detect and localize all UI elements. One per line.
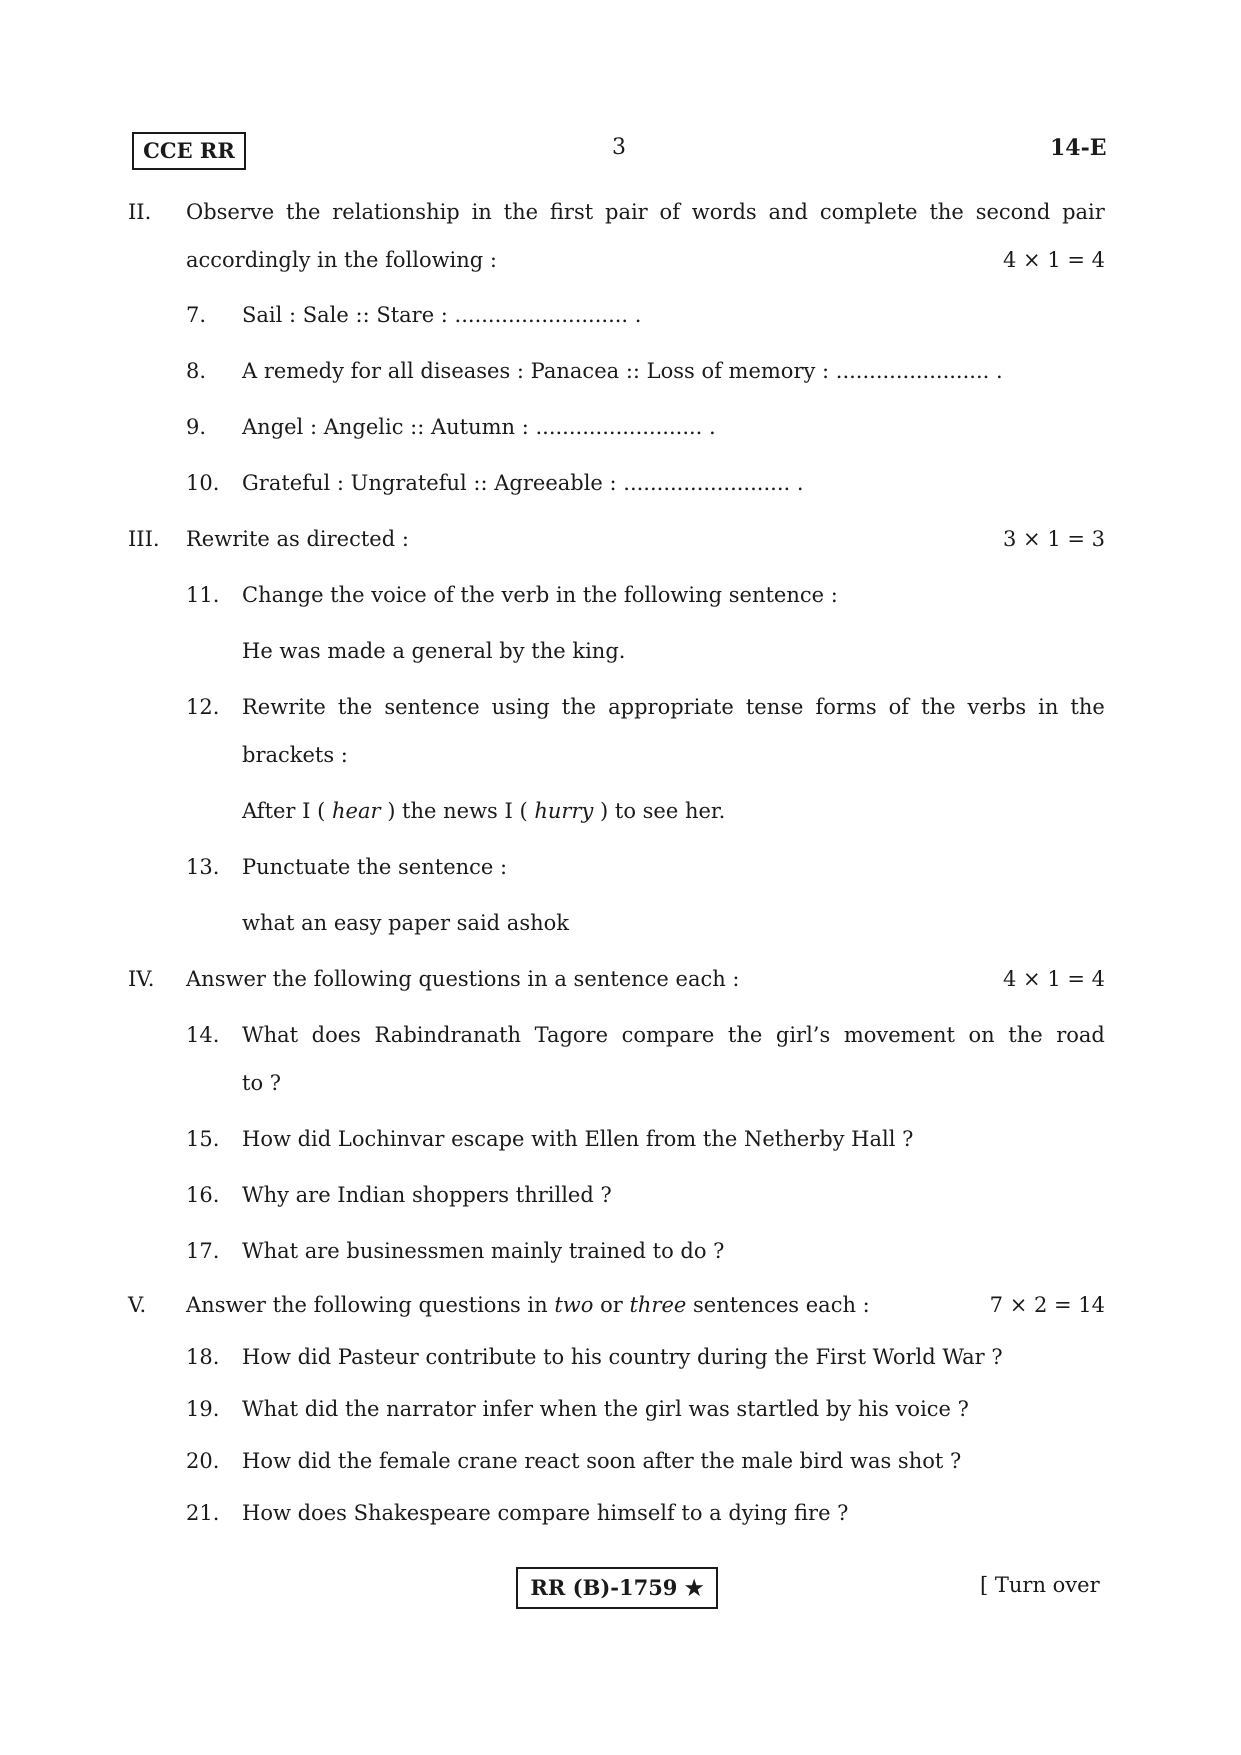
question-18-text: How did Pasteur contribute to his country during the First World War ? (242, 1345, 1003, 1369)
question-14-word: the (727, 1023, 763, 1047)
question-14-word: Rabindranath (374, 1023, 522, 1047)
section-2-instruction-word: the (286, 200, 321, 224)
question-12-word: the (337, 695, 373, 719)
section-2-instruction-word: complete (819, 200, 918, 224)
section-2-instruction-word: of (659, 200, 680, 224)
question-9-number: 9. (186, 415, 207, 439)
section-5-marks: 7 × 2 = 14 (989, 1293, 1105, 1317)
section-2-instruction-word: first (549, 200, 594, 224)
question-12-word: of (888, 695, 910, 719)
question-14-text-line1 (242, 1023, 1105, 1047)
question-8-text: A remedy for all diseases : Panacea :: Loss of memory : ....................... . (242, 359, 1003, 383)
question-12-word: forms (815, 695, 877, 719)
question-10-number: 10. (186, 471, 220, 495)
question-11-text: Change the voice of the verb in the following sentence : (242, 583, 838, 607)
section-3-marks: 3 × 1 = 3 (1003, 527, 1105, 551)
question-12-word: the (561, 695, 597, 719)
question-12-word: tense (745, 695, 804, 719)
question-12-word: verbs (967, 695, 1027, 719)
question-21-text: How does Shakespeare compare himself to a dying fire ? (242, 1501, 849, 1525)
question-14-word: the (1008, 1023, 1043, 1047)
question-14-number: 14. (186, 1023, 220, 1047)
question-21-number: 21. (186, 1501, 220, 1525)
question-8-number: 8. (186, 359, 207, 383)
question-13-sentence: what an easy paper said ashok (242, 911, 569, 935)
question-14-word: girl’s (775, 1023, 831, 1047)
question-14-word: What (242, 1023, 299, 1047)
question-12-number: 12. (186, 695, 220, 719)
page-number: 3 (612, 135, 626, 160)
question-11-number: 11. (186, 583, 220, 607)
question-12-text-line1 (242, 695, 1105, 719)
verb-hurry: hurry (534, 799, 594, 823)
section-4-instruction: Answer the following questions in a sentence each : (186, 967, 740, 991)
section-2-instruction-word: words (691, 200, 757, 224)
paper-serial-box: RR (B)-1759 ★ (516, 1567, 718, 1609)
section-2-marks: 4 × 1 = 4 (1003, 248, 1105, 272)
section-2-instruction-word: the (929, 200, 964, 224)
question-13-text: Punctuate the sentence : (242, 855, 508, 879)
question-20-text: How did the female crane react soon after the male bird was shot ? (242, 1449, 962, 1473)
question-19-text: What did the narrator infer when the girl was startled by his voice ? (242, 1397, 969, 1421)
question-16-number: 16. (186, 1183, 220, 1207)
question-16-text: Why are Indian shoppers thrilled ? (242, 1183, 612, 1207)
turn-over-note: [ Turn over (980, 1573, 1100, 1597)
question-14-word: does (311, 1023, 361, 1047)
section-3-instruction: Rewrite as directed : (186, 527, 409, 551)
question-12-word: using (491, 695, 550, 719)
section-2-instruction-line1 (186, 200, 1105, 224)
question-7-text: Sail : Sale :: Stare : .......................... . (242, 303, 642, 327)
question-7-number: 7. (186, 303, 207, 327)
question-14-text-line2: to ? (242, 1071, 282, 1095)
question-9-text: Angel : Angelic :: Autumn : ......................... . (242, 415, 716, 439)
question-13-number: 13. (186, 855, 220, 879)
section-5-instruction: Answer the following questions in two or three sentences each : (186, 1293, 870, 1317)
question-14-word: movement (843, 1023, 955, 1047)
question-19-number: 19. (186, 1397, 220, 1421)
question-20-number: 20. (186, 1449, 220, 1473)
question-15-text: How did Lochinvar escape with Ellen from the Netherby Hall ? (242, 1127, 914, 1151)
section-5-numeral: V. (128, 1293, 147, 1317)
subject-code: 14-E (1050, 135, 1107, 161)
section-2-instruction-word: the (503, 200, 539, 224)
question-14-word: road (1056, 1023, 1105, 1047)
question-12-word: the (921, 695, 956, 719)
question-12-sentence: After I ( hear ) the news I ( hurry ) to see her. (242, 799, 726, 823)
question-12-word: in (1038, 695, 1059, 719)
paper-code-box: CCE RR (132, 132, 246, 170)
question-17-number: 17. (186, 1239, 220, 1263)
section-4-marks: 4 × 1 = 4 (1003, 967, 1105, 991)
section-2-instruction-line2: accordingly in the following : (186, 248, 497, 272)
question-12-word: Rewrite (242, 695, 326, 719)
question-12-word: appropriate (608, 695, 734, 719)
question-14-word: compare (621, 1023, 715, 1047)
question-12-word: sentence (384, 695, 480, 719)
question-12-text-line2: brackets : (242, 743, 348, 767)
section-3-numeral: III. (128, 527, 160, 551)
section-2-instruction-word: relationship (332, 200, 460, 224)
section-2-instruction-word: in (471, 200, 492, 224)
section-2-instruction-word: second (975, 200, 1051, 224)
section-2-numeral: II. (128, 200, 152, 224)
question-18-number: 18. (186, 1345, 220, 1369)
section-2-instruction-word: Observe (186, 200, 275, 224)
question-11-sentence: He was made a general by the king. (242, 639, 626, 663)
question-17-text: What are businessmen mainly trained to do ? (242, 1239, 725, 1263)
section-2-instruction-word: pair (605, 200, 648, 224)
question-14-word: Tagore (534, 1023, 609, 1047)
verb-hear: hear (332, 799, 381, 823)
question-14-word: on (968, 1023, 995, 1047)
question-12-word: the (1070, 695, 1105, 719)
section-4-numeral: IV. (128, 967, 155, 991)
section-2-instruction-word: and (768, 200, 809, 224)
question-10-text: Grateful : Ungrateful :: Agreeable : ......................... . (242, 471, 804, 495)
section-2-instruction-word: pair (1062, 200, 1105, 224)
question-15-number: 15. (186, 1127, 220, 1151)
